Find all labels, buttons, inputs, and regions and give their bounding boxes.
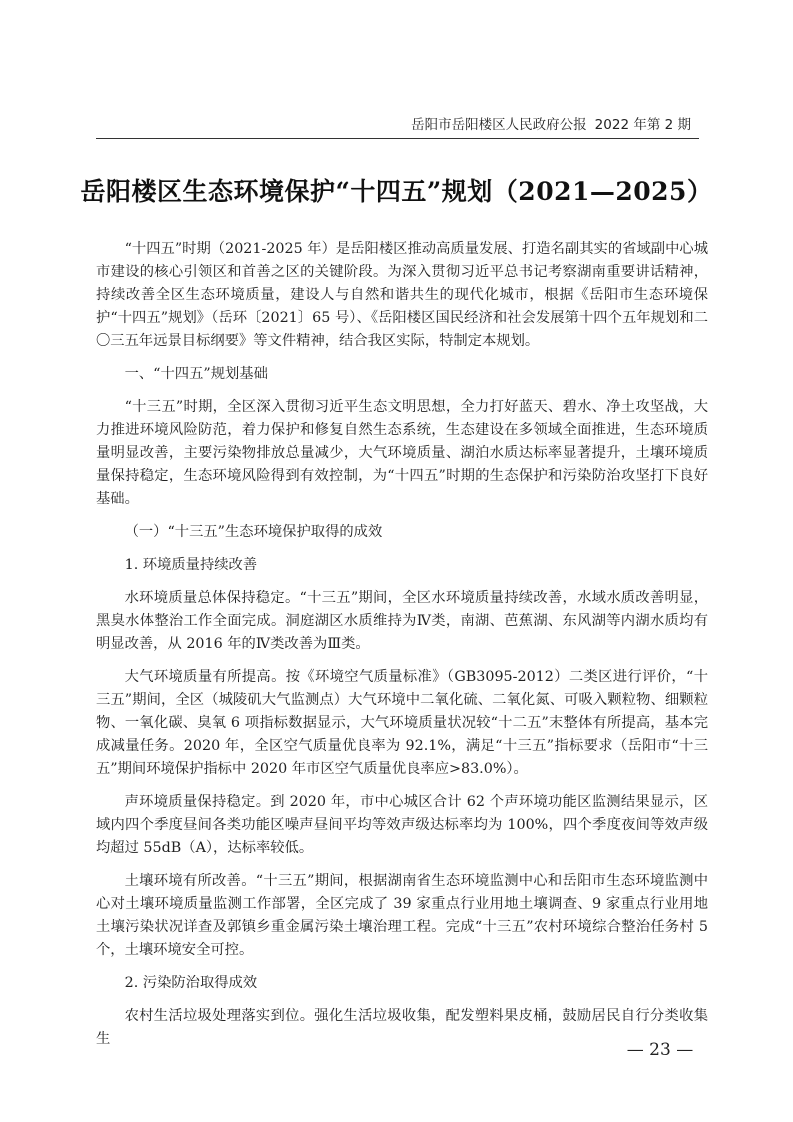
- item-heading: 2. 污染防治取得成效: [124, 975, 258, 991]
- document-title: 岳阳楼区生态环境保护“十四五”规划（2021—2025）: [80, 177, 713, 206]
- running-header: [96, 116, 699, 139]
- body-paragraph: 大气环境质量有所提高。按《环境空气质量标准》（GB3095-2012）二类区进行评价，“十三五”期间，全区（城陵矶大气监测点）大气环境中二氧化硫、二氧化氮、可吸入颗粒物、细颗粒物、一氧化碳、臭氧 6 项指标数据显示，大气环境质量状况较“十二五”末整体有所提高，基本完成减量任务。2020 年，全区空气质量优良率为 92.1%，满足“十三五”指标要求（岳阳市“十三五”期间环境保护指标中 2020 年市区空气质量优良率应>83.0%）。: [96, 669, 708, 777]
- item-heading: 1. 环境质量持续改善: [124, 557, 258, 573]
- subsection-heading: （一）“十三五”生态环境保护取得的成效: [124, 524, 383, 540]
- body-paragraph: 土壤环境有所改善。“十三五”期间，根据湖南省生态环境监测中心和岳阳市生态环境监测中心对土壤环境质量监测工作部署，全区完成了 39 家重点行业用地土壤调查、9 家重点行业用地土壤污染状况详查及郭镇乡重金属污染土壤治理工程。完成“十三五”农村环境综合整治任务村 5 个，土壤环境安全可控。: [96, 873, 708, 958]
- body-paragraph: 水环境质量总体保持稳定。“十三五”期间，全区水环境质量持续改善，水域水质改善明显，黑臭水体整治工作全面完成。洞庭湖区水质维持为Ⅳ类，南湖、芭蕉湖、东风湖等内湖水质均有明显改善，从 2016 年的Ⅳ类改善为Ⅲ类。: [96, 590, 708, 652]
- body-paragraph: 声环境质量保持稳定。到 2020 年，市中心城区合计 62 个声环境功能区监测结果显示，区域内四个季度昼间各类功能区噪声昼间平均等效声级达标率均为 100%，四个季度夜间等效声级均超过 55dB（A），达标率较低。: [96, 794, 708, 856]
- intro-paragraph: “十四五”时期（2021-2025 年）是岳阳楼区推动高质量发展、打造名副其实的省域副中心城市建设的核心引领区和首善之区的关键阶段。为深入贯彻习近平总书记考察湖南重要讲话精神，持续改善全区生态环境质量，建设人与自然和谐共生的现代化城市，根据《岳阳市生态环境保护“十四五”规划》（岳环〔2021〕65 号）、《岳阳楼区国民经济和社会发展第十四个五年规划和二〇三五年远景目标纲要》等文件精神，结合我区实际，特制定本规划。: [96, 241, 708, 349]
- section-heading: 一、“十四五”规划基础: [124, 366, 268, 382]
- header-issue: 2022 年第 2 期: [594, 117, 691, 133]
- document-body: [96, 238, 708, 1061]
- body-paragraph: 农村生活垃圾处理落实到位。强化生活垃圾收集，配发塑料果皮桶，鼓励居民自行分类收集生: [96, 1008, 708, 1047]
- body-paragraph: “十三五”时期，全区深入贯彻习近平生态文明思想，全力打好蓝天、碧水、净土攻坚战，大力推进环境风险防范，着力保护和修复自然生态系统，生态建设在多领域全面推进，生态环境质量明显改善，主要污染物排放总量减少，大气环境质量、湖泊水质达标率显著提升，土壤环境质量保持稳定，生态环境风险得到有效控制，为“十四五”时期的生态保护和污染防治攻坚打下良好基础。: [96, 399, 708, 507]
- header-publication: 岳阳市岳阳楼区人民政府公报: [411, 117, 587, 133]
- page-number: — 23 —: [626, 1040, 694, 1060]
